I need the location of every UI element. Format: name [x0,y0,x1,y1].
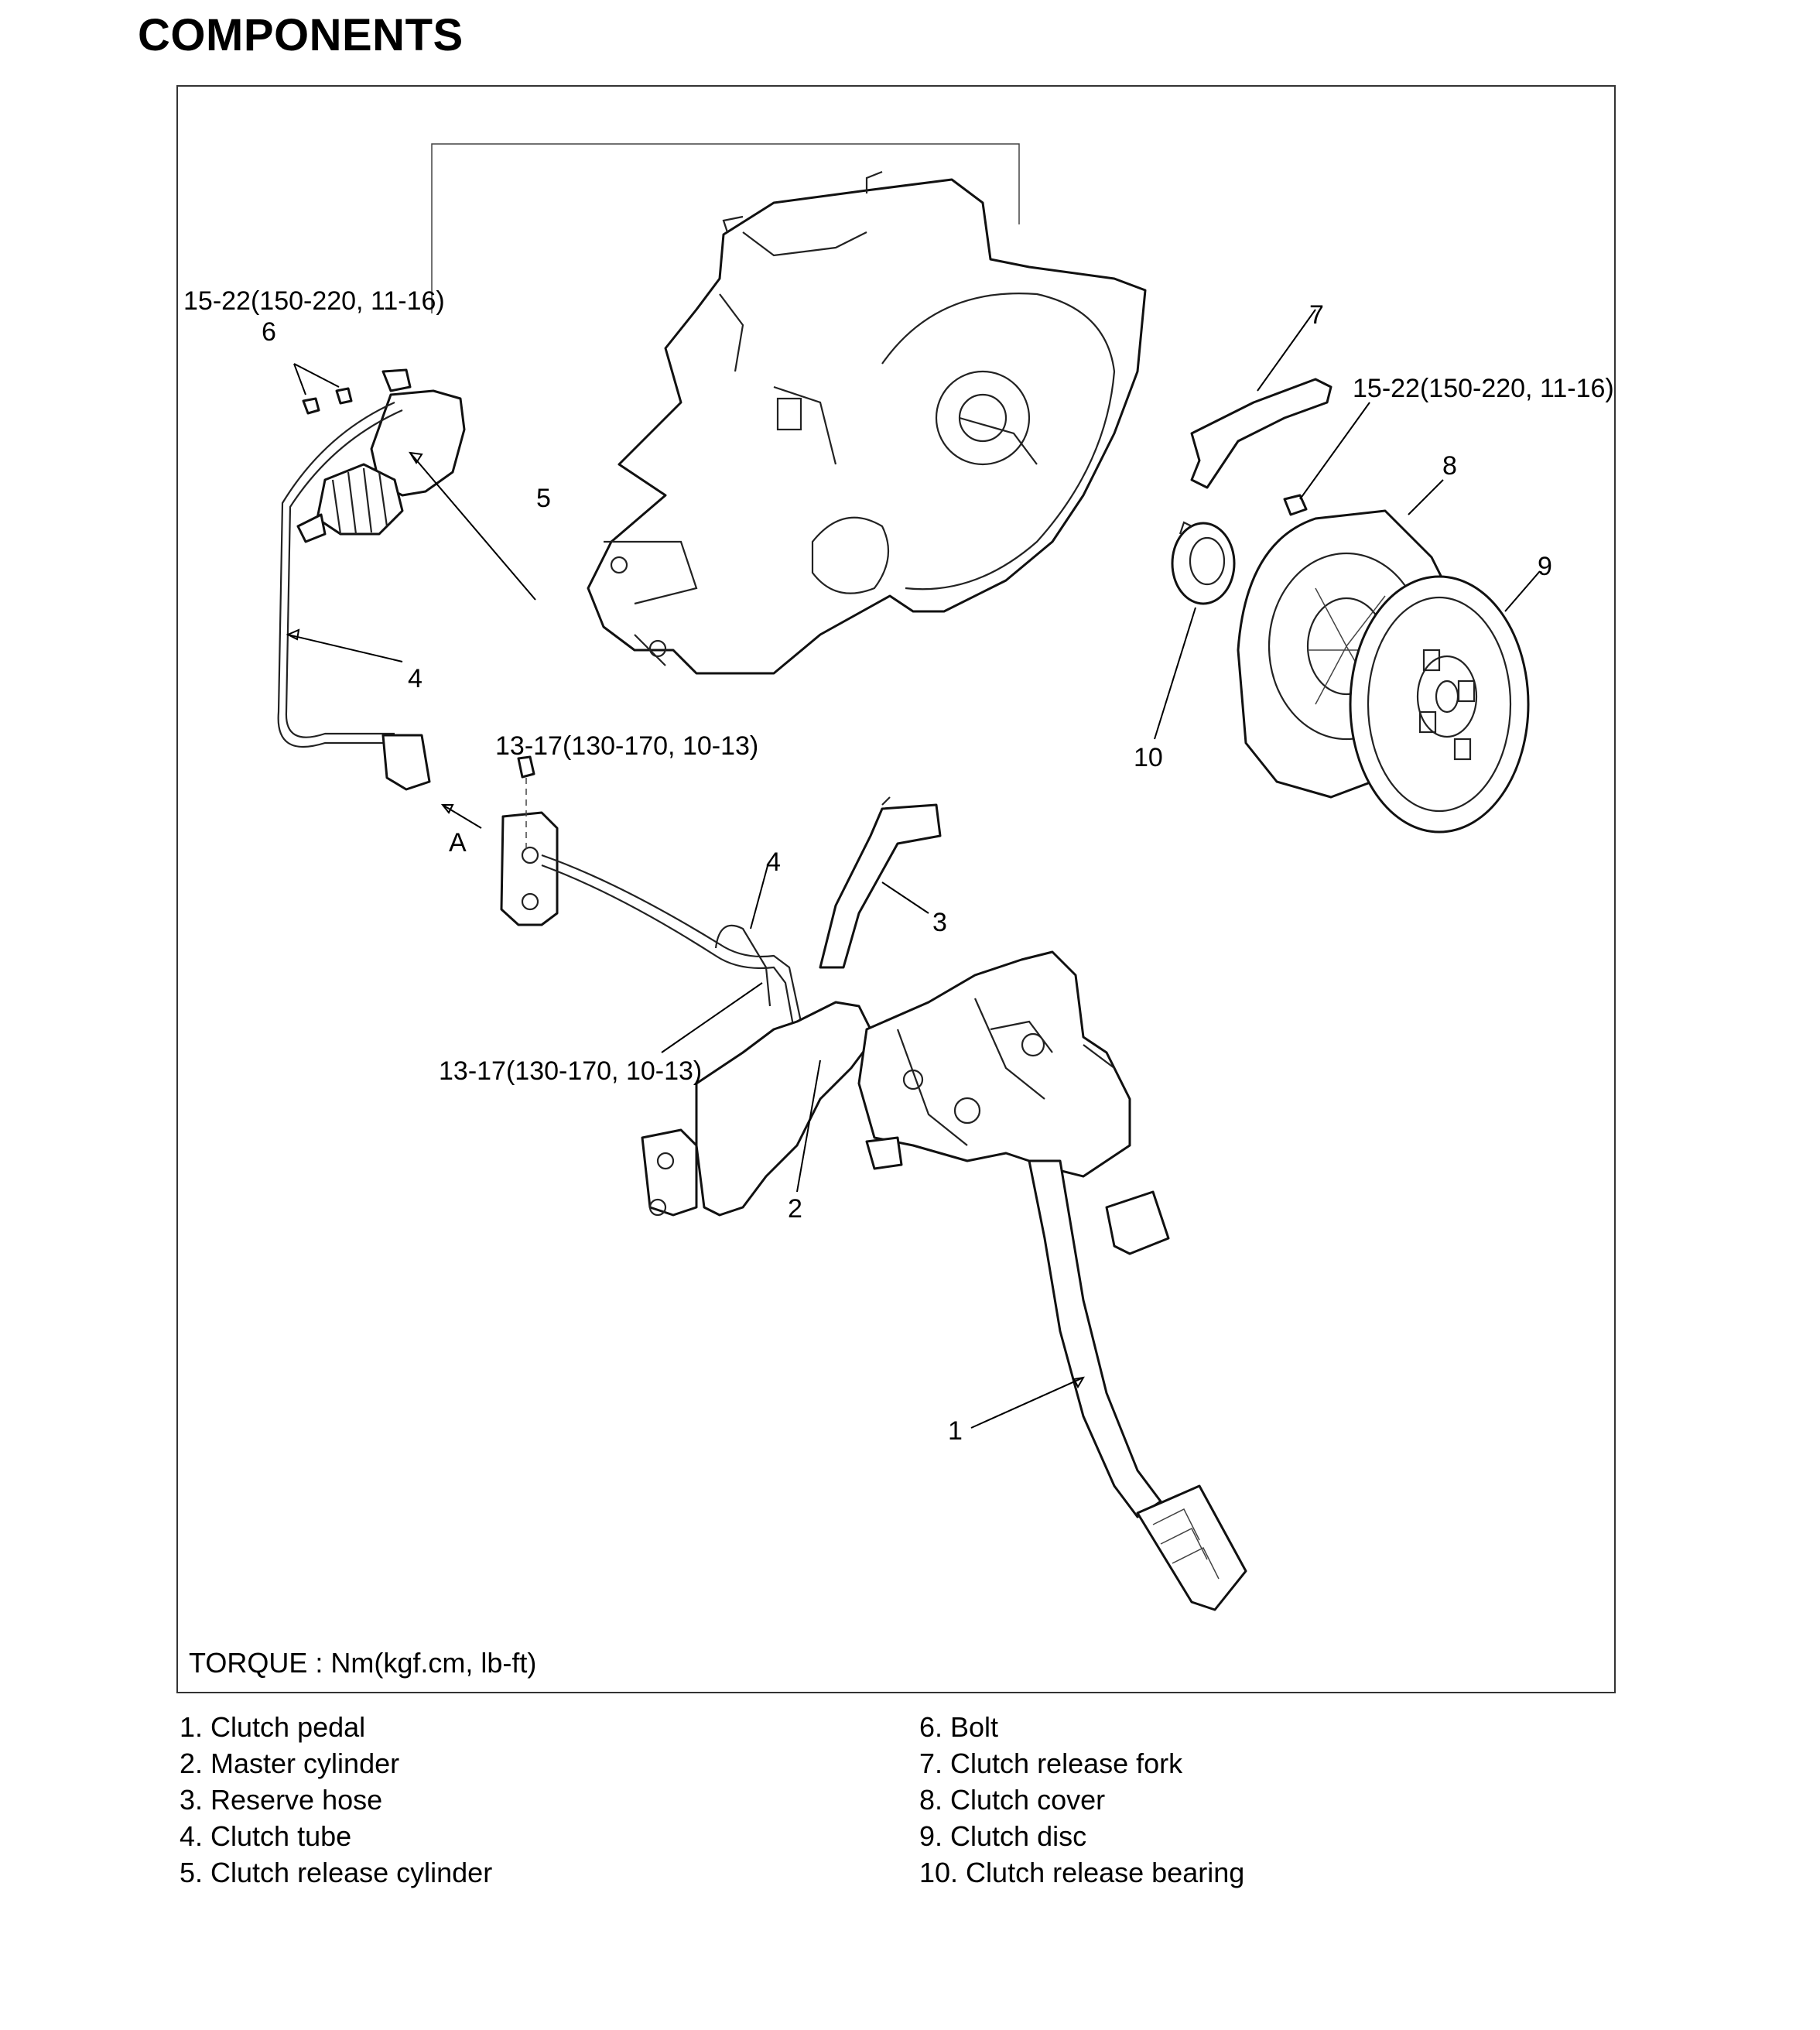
tube-bracket-drawing [501,757,557,925]
pedal-bracket-drawing [859,952,1168,1254]
fork-bolt-drawing [1285,495,1306,515]
legend-item: 1. Clutch pedal [180,1711,366,1743]
torque-label-bolt-6: 15-22(150-220, 11-16) [183,286,445,316]
legend-item: 3. Reserve hose [180,1784,383,1816]
transaxle-drawing [588,172,1145,673]
legend-item: 2. Master cylinder [180,1748,400,1779]
legend-left [180,1709,492,1891]
callout-8: 8 [1442,451,1457,481]
legend-item: 7. Clutch release fork [919,1748,1183,1779]
page-title: COMPONENTS [138,10,464,60]
callout-4-upper: 4 [408,664,422,693]
release-fork-drawing [1192,379,1331,488]
callout-4-lower: 4 [766,847,781,877]
legend-item: 9. Clutch disc [919,1820,1087,1852]
callout-2: 2 [788,1194,802,1224]
legend-right [919,1709,1244,1891]
legend-item: 5. Clutch release cylinder [180,1857,493,1888]
callout-6: 6 [262,317,276,347]
callout-9: 9 [1538,552,1552,581]
torque-note: TORQUE : Nm(kgf.cm, lb-ft) [189,1647,537,1679]
master-cylinder-drawing [642,1002,874,1215]
torque-label-bracket-bolt: 13-17(130-170, 10-13) [495,731,759,761]
legend-item: 10. Clutch release bearing [919,1857,1245,1888]
callout-view-a: A [449,828,467,858]
legend-item: 8. Clutch cover [919,1784,1106,1816]
callout-10: 10 [1134,743,1163,772]
callout-1: 1 [948,1416,963,1446]
reserve-hose-drawing [820,797,940,967]
clutch-disc-drawing [1350,577,1528,832]
bolt-6-drawing [303,389,351,413]
release-bearing-drawing [1172,522,1234,604]
callout-5: 5 [536,484,551,513]
legend-item: 6. Bolt [919,1711,999,1743]
callout-7: 7 [1309,300,1324,330]
release-cylinder-drawing [298,370,464,542]
torque-label-master-cylinder: 13-17(130-170, 10-13) [439,1056,703,1086]
legend-item: 4. Clutch tube [180,1820,352,1852]
callout-3: 3 [932,908,947,937]
torque-label-fork-bolt: 15-22(150-220, 11-16) [1353,374,1614,403]
